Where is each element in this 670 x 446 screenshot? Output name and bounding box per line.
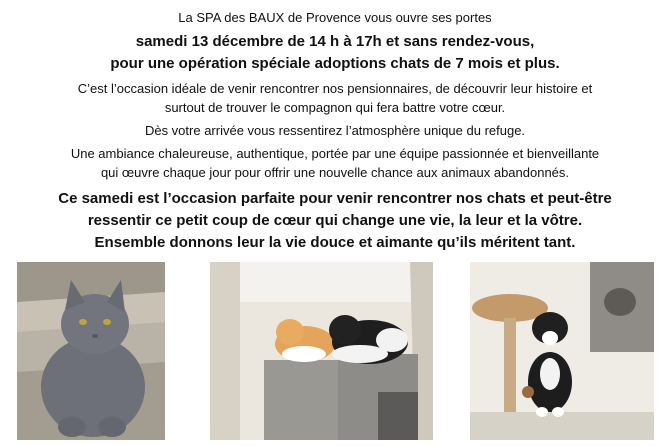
announcement-text <box>0 8 670 254</box>
body-line-3: Dès votre arrivée vous ressentirez l’atmosphère unique du refuge. <box>144 123 526 138</box>
closing-line-3: Ensemble donnons leur la vie douce et aimante qu’ils méritent tant. <box>94 234 576 251</box>
body-line-2: surtout de trouver le compagnon qui fera battre votre cœur. <box>164 100 506 115</box>
grey-cat-photo <box>17 262 165 440</box>
body-line-1: C’est l’occasion idéale de venir rencontrer nos pensionnaires, de découvrir leur histoire et <box>77 81 593 96</box>
intro-line: La SPA des BAUX de Provence vous ouvre ses portes <box>178 10 492 25</box>
two-cats-image <box>210 262 433 440</box>
kitten-photo <box>470 262 654 440</box>
body-line-4: Une ambiance chaleureuse, authentique, portée par une équipe passionnée et bienveillante <box>70 146 600 161</box>
operation-line: pour une opération spéciale adoptions chats de 7 mois et plus. <box>110 55 560 72</box>
grey-cat-image <box>17 262 165 440</box>
closing-line-2: ressentir ce petit coup de cœur qui change une vie, la leur et la vôtre. <box>87 212 583 229</box>
date-line: samedi 13 décembre de 14 h à 17h et sans rendez-vous, <box>135 33 535 50</box>
closing-line-1: Ce samedi est l’occasion parfaite pour venir rencontrer nos chats et peut-être <box>58 190 612 207</box>
two-cats-photo <box>210 262 433 440</box>
kitten-image <box>470 262 654 440</box>
body-line-5: qui œuvre chaque jour pour offrir une nouvelle chance aux animaux abandonnés. <box>100 165 570 180</box>
